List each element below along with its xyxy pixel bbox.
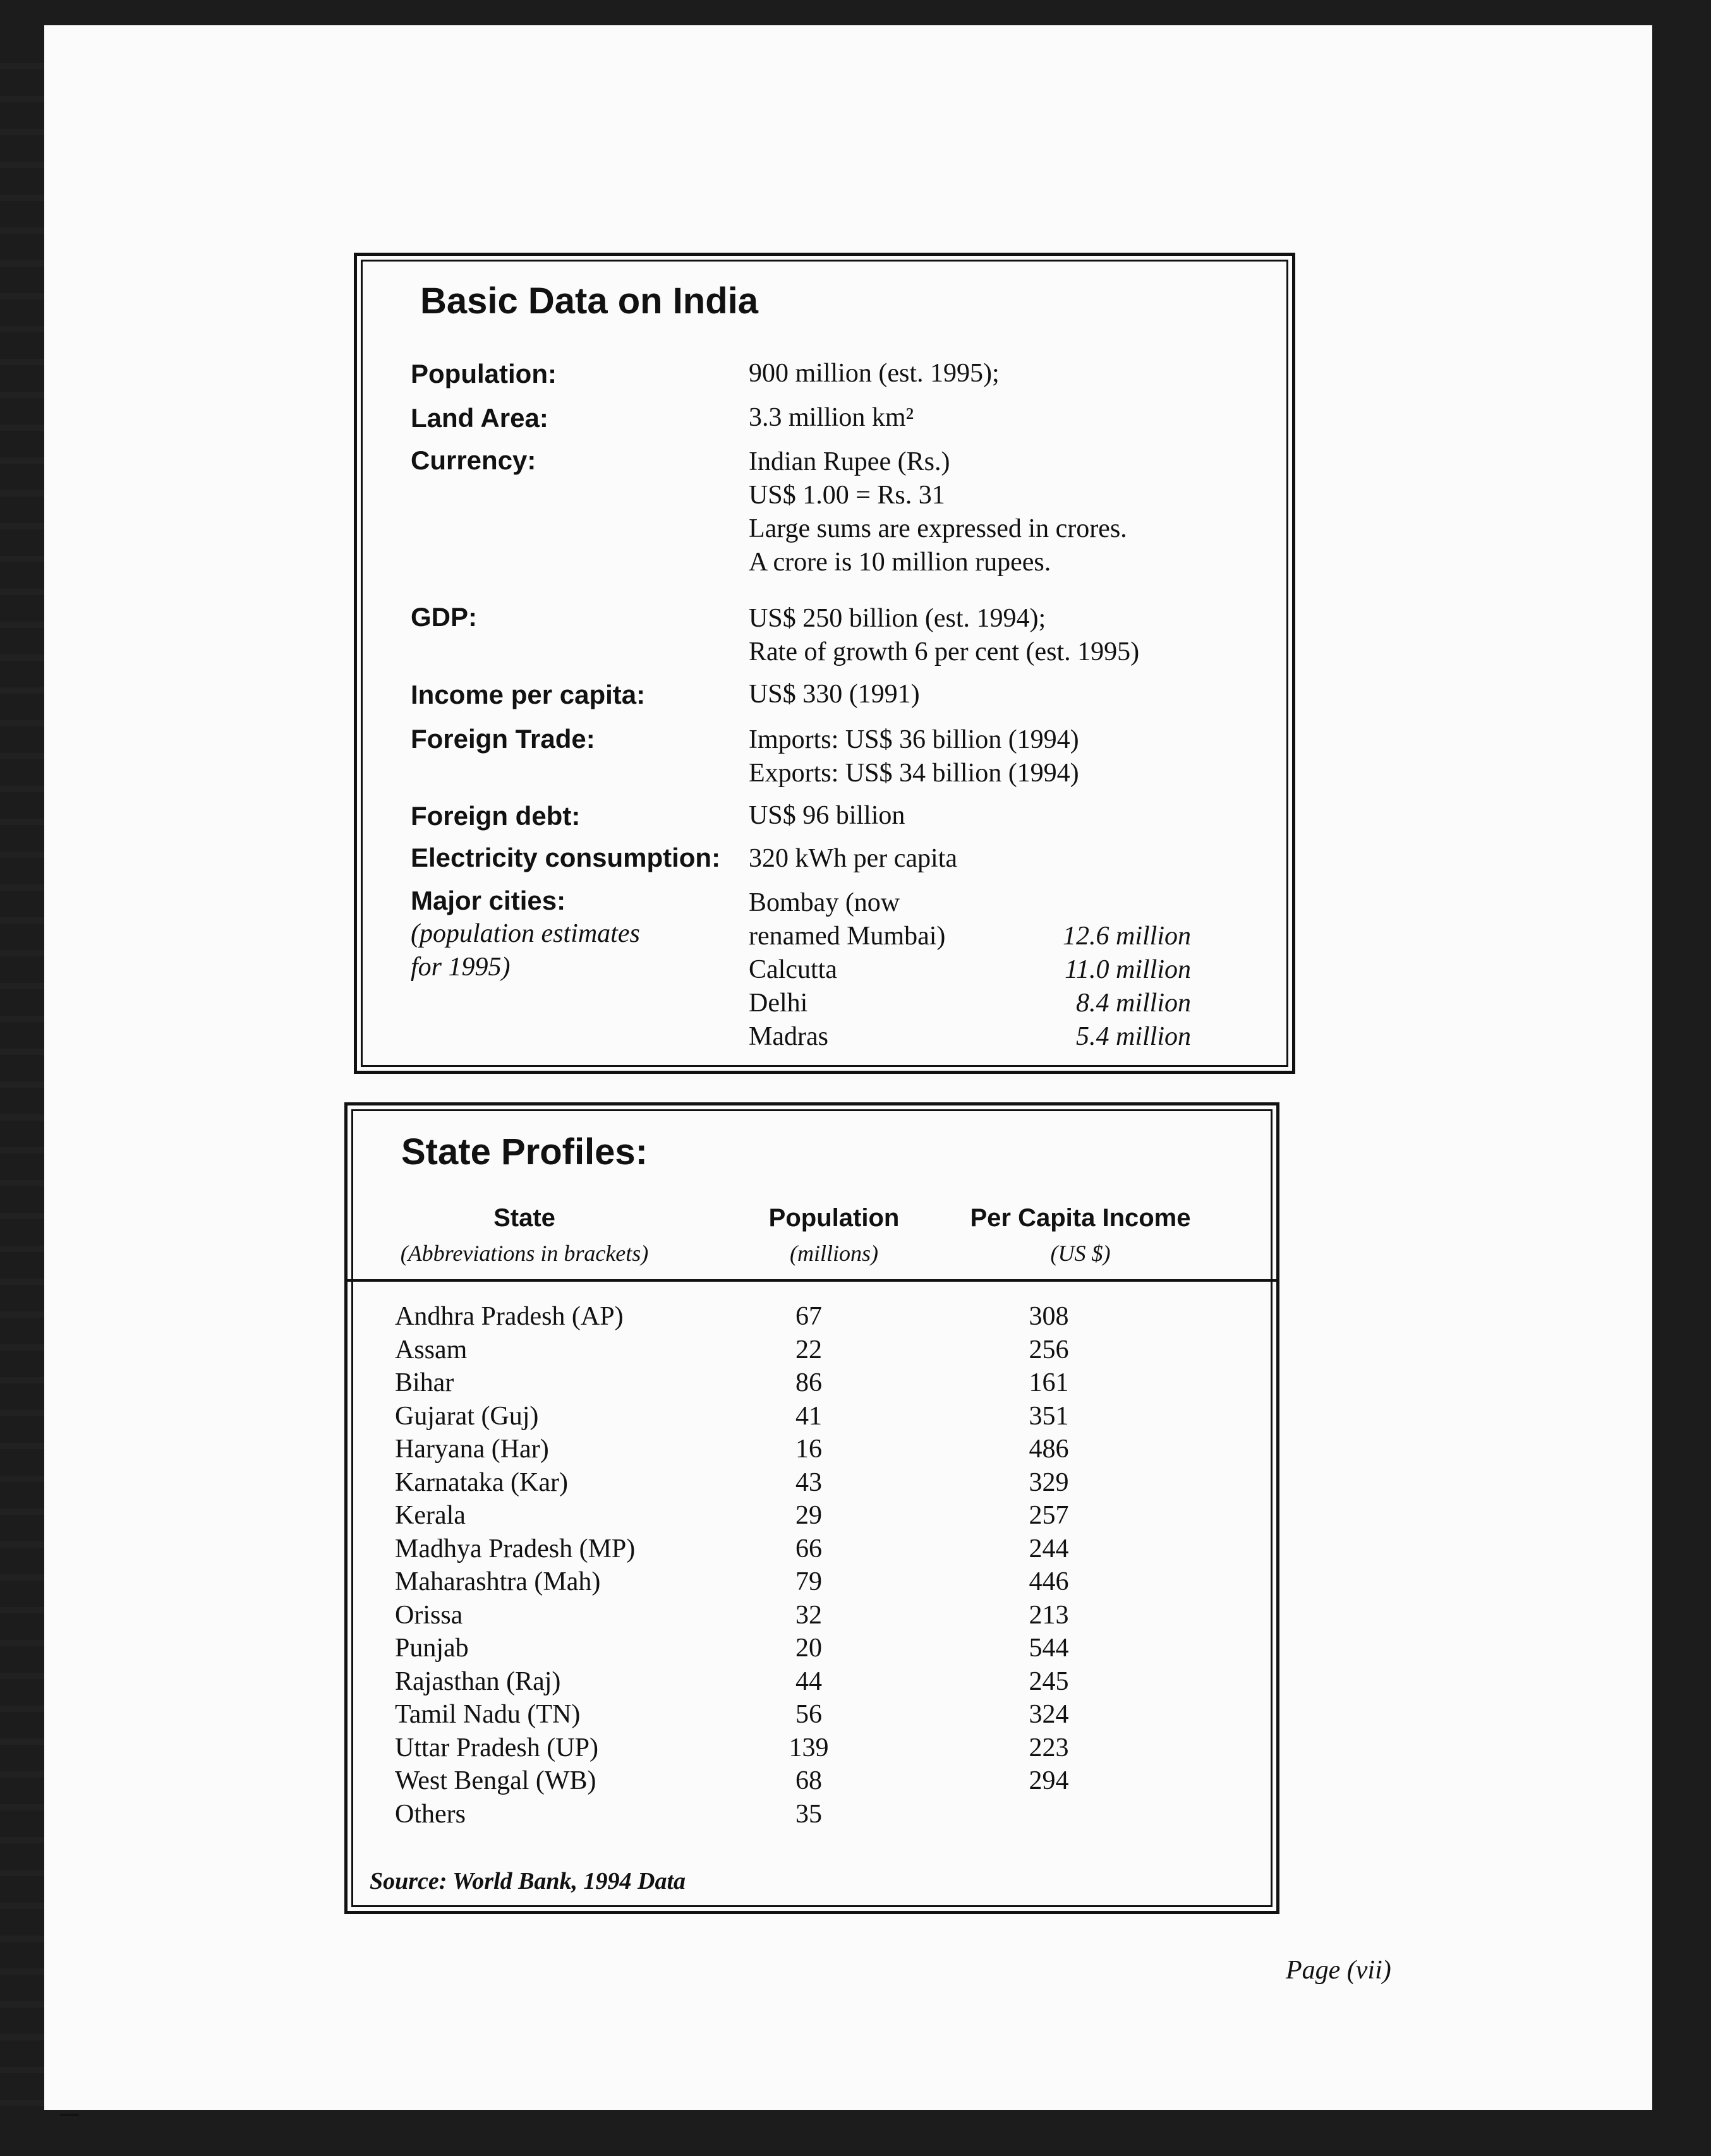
state-name: Rajasthan (Raj) <box>395 1666 561 1696</box>
table-row <box>348 1401 1276 1435</box>
currency-line-4: A crore is 10 million rupees. <box>749 548 1051 577</box>
land-area-value: 3.3 million km² <box>749 403 914 432</box>
foreign-debt-value: US$ 96 billion <box>749 801 905 830</box>
table-row <box>348 1534 1276 1567</box>
col-state-subtitle: (Abbreviations in brackets) <box>400 1241 649 1266</box>
page-number: Page (vii) <box>1286 1956 1391 1985</box>
state-name: Haryana (Har) <box>395 1435 549 1464</box>
col-income-subtitle: (US $) <box>1050 1241 1111 1266</box>
state-name: Madhya Pradesh (MP) <box>395 1534 636 1563</box>
col-state-header <box>373 1200 676 1271</box>
state-population: 43 <box>795 1467 822 1497</box>
table-row <box>348 1434 1276 1467</box>
land-area-label: Land Area: <box>411 403 548 433</box>
state-profiles-box <box>344 1102 1279 1914</box>
state-population: 79 <box>795 1567 822 1596</box>
col-income-header <box>954 1200 1207 1271</box>
table-row <box>348 1733 1276 1766</box>
table-row <box>348 1699 1276 1733</box>
state-population: 44 <box>795 1666 822 1696</box>
source-note: Source: World Bank, 1994 Data <box>370 1868 686 1894</box>
state-income: 244 <box>1029 1534 1069 1563</box>
state-income: 324 <box>1029 1700 1069 1729</box>
table-row <box>348 1301 1276 1335</box>
population-value: 900 million (est. 1995); <box>749 359 1000 388</box>
state-profiles-title: State Profiles: <box>401 1131 648 1172</box>
table-row <box>348 1467 1276 1501</box>
currency-line-2: US$ 1.00 = Rs. 31 <box>749 481 945 510</box>
state-name: Andhra Pradesh (AP) <box>395 1302 624 1331</box>
trade-line-2: Exports: US$ 34 billion (1994) <box>749 759 1079 788</box>
gdp-line-2: Rate of growth 6 per cent (est. 1995) <box>749 637 1140 666</box>
basic-data-title: Basic Data on India <box>420 280 759 322</box>
state-population: 29 <box>795 1501 822 1530</box>
table-row <box>348 1633 1276 1666</box>
foreign-trade-label: Foreign Trade: <box>411 724 595 754</box>
col-population-title: Population <box>768 1204 900 1232</box>
gdp-line-1: US$ 250 billion (est. 1994); <box>749 604 1046 633</box>
table-row <box>348 1567 1276 1600</box>
electricity-label: Electricity consumption: <box>411 843 721 872</box>
income-label: Income per capita: <box>411 680 646 709</box>
state-population: 32 <box>795 1600 822 1630</box>
state-population: 66 <box>795 1534 822 1563</box>
electricity-value: 320 kWh per capita <box>749 844 958 873</box>
state-name: Maharashtra (Mah) <box>395 1567 601 1596</box>
state-income: 486 <box>1029 1435 1069 1464</box>
table-header <box>348 1200 1276 1282</box>
table-row <box>348 1500 1276 1534</box>
state-population: 86 <box>795 1368 822 1397</box>
state-name: Punjab <box>395 1634 469 1663</box>
state-name: West Bengal (WB) <box>395 1766 596 1795</box>
state-name: Karnataka (Kar) <box>395 1467 568 1497</box>
cities-subnote-1: (population estimates <box>411 919 640 948</box>
state-population: 68 <box>795 1766 822 1795</box>
state-name: Gujarat (Guj) <box>395 1401 539 1431</box>
city-name: Delhi <box>749 989 808 1018</box>
col-population-subtitle: (millions) <box>790 1241 878 1266</box>
table-row <box>348 1368 1276 1401</box>
state-name: Kerala <box>395 1501 466 1530</box>
income-value: US$ 330 (1991) <box>749 680 920 709</box>
basic-data-box <box>354 253 1295 1074</box>
city-population: 11.0 million <box>1065 955 1191 984</box>
table-row <box>348 1335 1276 1368</box>
city-population: 12.6 million <box>1062 922 1191 951</box>
table-row <box>348 1766 1276 1799</box>
state-income: 257 <box>1029 1501 1069 1530</box>
state-name: Tamil Nadu (TN) <box>395 1700 581 1729</box>
city-name: renamed Mumbai) <box>749 922 946 951</box>
state-population: 35 <box>795 1799 822 1829</box>
table-row <box>348 1600 1276 1634</box>
state-population: 139 <box>789 1733 829 1762</box>
table-row <box>348 1799 1276 1833</box>
state-population: 56 <box>795 1700 822 1729</box>
state-income: 256 <box>1029 1335 1069 1364</box>
cities-subnote-2: for 1995) <box>411 953 511 982</box>
currency-label: Currency: <box>411 445 536 475</box>
state-population: 41 <box>795 1401 822 1431</box>
state-income: 245 <box>1029 1666 1069 1696</box>
state-name: Others <box>395 1799 466 1829</box>
col-population-header <box>739 1200 929 1271</box>
state-income: 351 <box>1029 1401 1069 1431</box>
state-income: 308 <box>1029 1302 1069 1331</box>
state-population: 22 <box>795 1335 822 1364</box>
table-row <box>348 1666 1276 1700</box>
major-cities-label: Major cities: <box>411 886 566 915</box>
col-income-title: Per Capita Income <box>970 1204 1191 1232</box>
foreign-debt-label: Foreign debt: <box>411 801 581 831</box>
state-income: 329 <box>1029 1467 1069 1497</box>
state-income: 213 <box>1029 1600 1069 1630</box>
state-income: 544 <box>1029 1634 1069 1663</box>
state-population: 67 <box>795 1302 822 1331</box>
city-population: 8.4 million <box>1075 989 1191 1018</box>
state-income: 446 <box>1029 1567 1069 1596</box>
city-population: 5.4 million <box>1075 1022 1191 1051</box>
state-income: 294 <box>1029 1766 1069 1795</box>
trade-line-1: Imports: US$ 36 billion (1994) <box>749 725 1079 754</box>
state-income: 161 <box>1029 1368 1069 1397</box>
state-name: Orissa <box>395 1600 463 1630</box>
state-name: Uttar Pradesh (UP) <box>395 1733 598 1762</box>
population-label: Population: <box>411 359 557 388</box>
state-population: 16 <box>795 1435 822 1464</box>
city-name: Madras <box>749 1022 828 1051</box>
state-population: 20 <box>795 1634 822 1663</box>
city-bombay-line: Bombay (now <box>749 888 900 917</box>
col-state-title: State <box>493 1204 555 1232</box>
currency-line-1: Indian Rupee (Rs.) <box>749 447 950 476</box>
currency-line-3: Large sums are expressed in crores. <box>749 514 1127 543</box>
state-name: Assam <box>395 1335 468 1364</box>
state-name: Bihar <box>395 1368 454 1397</box>
state-income: 223 <box>1029 1733 1069 1762</box>
gdp-label: GDP: <box>411 602 477 632</box>
city-name: Calcutta <box>749 955 837 984</box>
